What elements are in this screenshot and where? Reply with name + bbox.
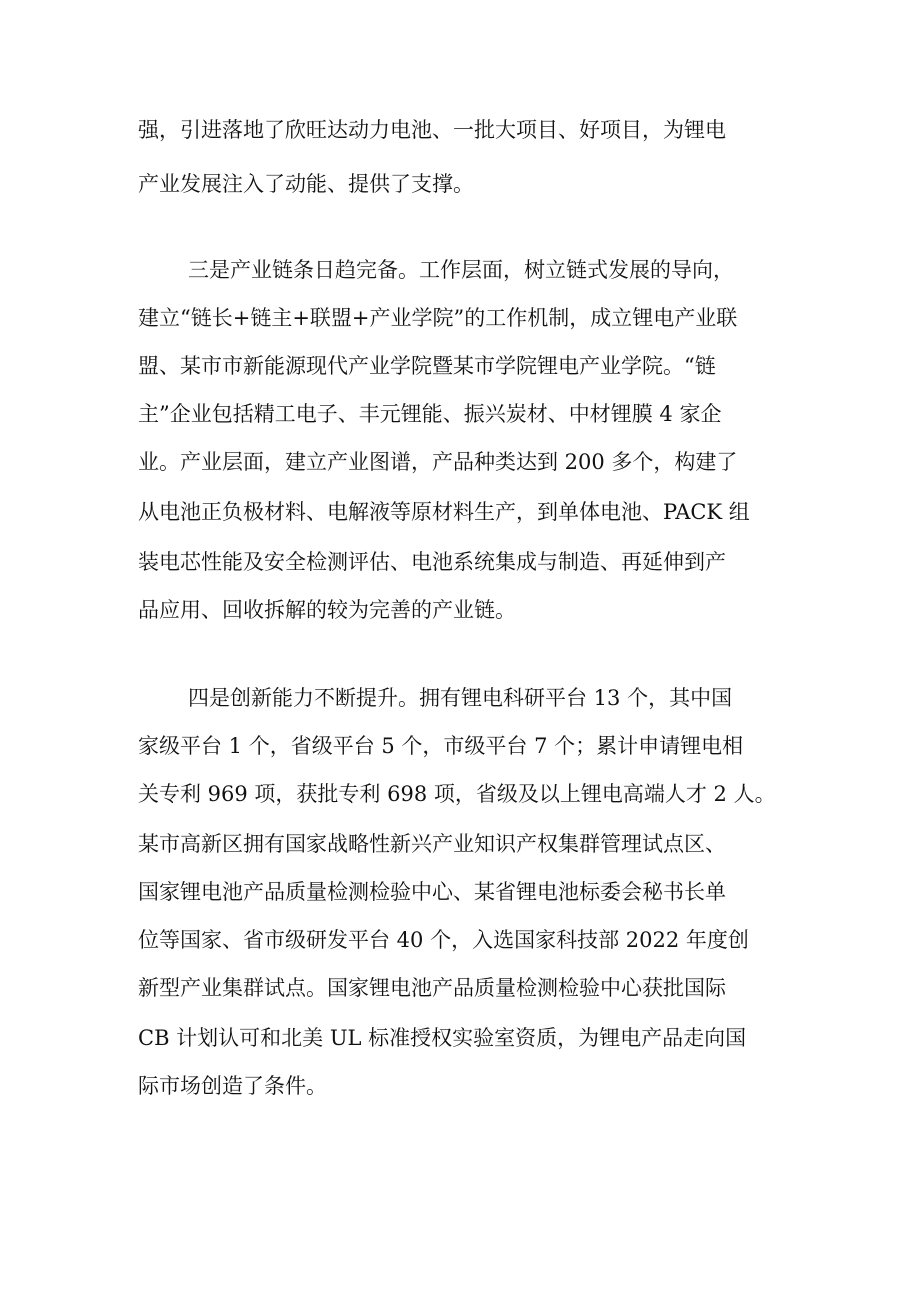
paragraph-3-line-5: 国家锂电池产品质量检测检验中心、某省锂电池标委会秘书长单 bbox=[138, 880, 726, 904]
paragraph-1-line-1: 强，引进落地了欣旺达动力电池、一批大项目、好项目，为锂电 bbox=[138, 118, 726, 142]
paragraph-2-line-3: 盟、某市市新能源现代产业学院暨某市学院锂电产业学院。“链 bbox=[138, 354, 716, 378]
paragraph-2-line-5: 业。产业层面，建立产业图谱，产品种类达到 200 多个，构建了 bbox=[138, 450, 738, 474]
paragraph-2-line-8: 品应用、回收拆解的较为完善的产业链。 bbox=[138, 598, 516, 622]
paragraph-3-line-1: 四是创新能力不断提升。拥有锂电科研平台 13 个，其中国 bbox=[188, 686, 733, 710]
paragraph-3-line-7: 新型产业集群试点。国家锂电池产品质量检测检验中心获批国际 bbox=[138, 976, 726, 1000]
paragraph-2-line-1: 三是产业链条日趋完备。工作层面，树立链式发展的导向， bbox=[188, 258, 734, 282]
paragraph-1-line-2: 产业发展注入了动能、提供了支撑。 bbox=[138, 172, 474, 196]
paragraph-2-line-7: 装电芯性能及安全检测评估、电池系统集成与制造、再延伸到产 bbox=[138, 550, 726, 574]
paragraph-3-line-9: 际市场创造了条件。 bbox=[138, 1074, 327, 1098]
paragraph-3-line-8: CB 计划认可和北美 UL 标准授权实验室资质，为锂电产品走向国 bbox=[138, 1026, 747, 1050]
paragraph-2-line-6: 从电池正负极材料、电解液等原材料生产，到单体电池、PACK 组 bbox=[138, 500, 750, 524]
paragraph-3-line-2: 家级平台 1 个，省级平台 5 个，市级平台 7 个；累计申请锂电相 bbox=[138, 734, 744, 758]
paragraph-3-line-6: 位等国家、省市级研发平台 40 个，入选国家科技部 2022 年度创 bbox=[138, 928, 749, 952]
paragraph-2-line-4: 主”企业包括精工电子、丰元锂能、振兴炭材、中材锂膜 4 家企 bbox=[138, 402, 722, 426]
paragraph-3-line-4: 某市高新区拥有国家战略性新兴产业知识产权集群管理试点区、 bbox=[138, 832, 726, 856]
paragraph-2-line-2: 建立“链长+链主+联盟+产业学院”的工作机制，成立锂电产业联 bbox=[138, 306, 738, 330]
paragraph-3-line-3: 关专利 969 项，获批专利 698 项，省级及以上锂电高端人才 2 人。 bbox=[138, 782, 776, 806]
